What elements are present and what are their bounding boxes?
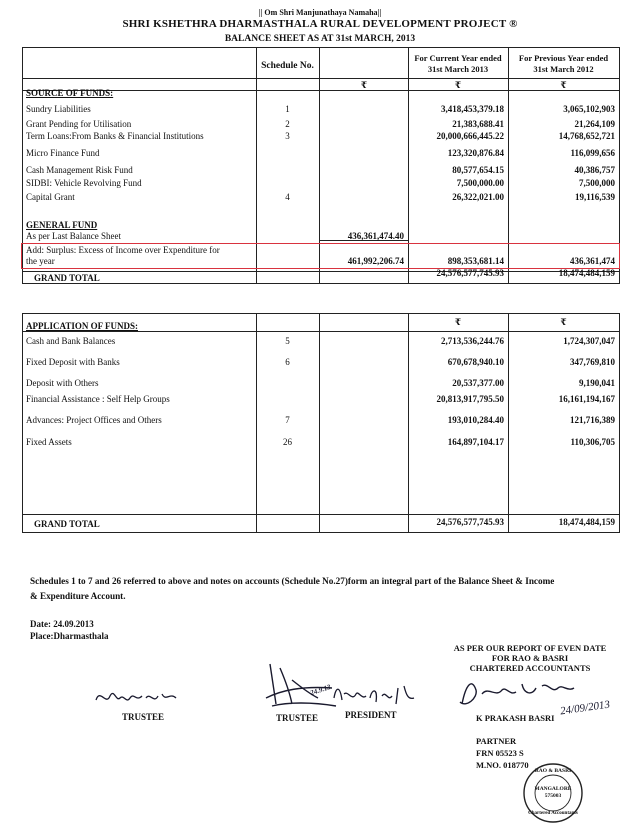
row-previous-value: 1,724,307,047 — [563, 336, 615, 346]
rupee-symbol: ₹ — [360, 80, 368, 90]
row-current-value: 193,010,284.40 — [447, 415, 504, 425]
president-label: PRESIDENT — [345, 710, 397, 720]
row-current-value: 20,000,666,445.22 — [436, 131, 504, 141]
organization-name: SHRI KSHETHRA DHARMASTHALA RURAL DEVELOPMENT PROJECT ® — [122, 18, 518, 30]
application-grand-total-label: GRAND TOTAL — [34, 519, 100, 529]
row-label: Micro Finance Fund — [26, 148, 100, 158]
row-label: Deposit with Others — [26, 378, 99, 388]
stamp-top-text: RAO & BASRI — [534, 768, 572, 774]
row-current-value: 670,678,940.10 — [447, 357, 504, 367]
row-schedule: 26 — [283, 437, 292, 447]
auditor-membership-no: M.NO. 018770 — [476, 760, 529, 770]
trustee-label: TRUSTEE — [122, 712, 165, 722]
row-current-value: 26,322,021.00 — [452, 192, 504, 202]
invocation: || Om Shri Manjunathaya Namaha|| — [258, 8, 382, 17]
place: Place:Dharmasthala — [30, 631, 109, 641]
row-label: Fixed Deposit with Banks — [26, 357, 120, 367]
row-schedule: 6 — [285, 357, 290, 367]
row-label: Term Loans:From Banks & Financial Institutions — [26, 131, 204, 141]
row-label: Financial Assistance : Self Help Groups — [26, 394, 170, 404]
surplus-previous-value: 436,361,474 — [570, 256, 615, 266]
stamp-code: 575003 — [544, 793, 562, 799]
schedule-note: Schedules 1 to 7 and 26 referred to above and notes on accounts (Schedule No.27)form an integral part of the Balance Sheet & Income — [30, 576, 555, 586]
general-fund-heading: GENERAL FUND — [26, 220, 98, 230]
trustee-2-label: TRUSTEE — [276, 713, 319, 723]
row-schedule: 7 — [285, 415, 290, 425]
row-current-value: 80,577,654.15 — [452, 165, 504, 175]
row-current-value: 164,897,104.17 — [447, 437, 504, 447]
president-signature — [330, 680, 430, 710]
row-previous-value: 110,306,705 — [570, 437, 615, 447]
row-current-value: 21,383,688.41 — [452, 119, 504, 129]
row-label: Fixed Assets — [26, 437, 72, 447]
date: Date: 24.09.2013 — [30, 619, 94, 629]
last-balance-value: 436,361,474.40 — [347, 231, 404, 241]
row-schedule: 1 — [285, 104, 290, 114]
application-grand-total-previous: 18,474,484,159 — [558, 517, 615, 527]
previous-year-header-2: 31st March 2012 — [533, 64, 594, 74]
previous-year-header-1: For Previous Year ended — [518, 53, 609, 63]
auditor-frn: FRN 05523 S — [476, 748, 524, 758]
application-of-funds-heading: APPLICATION OF FUNDS: — [26, 321, 138, 331]
row-current-value: 3,418,453,379.18 — [441, 104, 504, 114]
auditor-handwritten-date: 24/09/2013 — [559, 698, 611, 718]
page-title: BALANCE SHEET AS AT 31st MARCH, 2013 — [224, 34, 416, 44]
surplus-label: Add: Surplus: Excess of Income over Expenditure for — [26, 245, 220, 255]
row-previous-value: 9,190,041 — [579, 378, 615, 388]
auditor-firm: FOR RAO & BASRI — [491, 653, 569, 663]
row-schedule: 5 — [285, 336, 290, 346]
row-schedule: 2 — [285, 119, 290, 129]
row-current-value: 123,320,876.84 — [447, 148, 504, 158]
rupee-symbol: ₹ — [560, 317, 567, 327]
surplus-mid-value: 461,992,206.74 — [347, 256, 404, 266]
row-previous-value: 21,264,109 — [574, 119, 615, 129]
row-previous-value: 116,099,656 — [570, 148, 615, 158]
rupee-symbol: ₹ — [560, 80, 567, 90]
stamp-middle-text: MANGALORE — [534, 786, 572, 792]
row-current-value: 2,713,536,244.76 — [441, 336, 504, 346]
row-previous-value: 16,161,194,167 — [558, 394, 615, 404]
auditor-role: PARTNER — [476, 736, 517, 746]
source-grand-total-current: 24,576,577,745.93 — [436, 268, 504, 278]
source-grand-total-previous: 18,474,484,159 — [558, 268, 615, 278]
application-grand-total-current: 24,576,577,745.93 — [436, 517, 504, 527]
row-label: Sundry Liabilities — [26, 104, 91, 114]
last-balance-label: As per Last Balance Sheet — [26, 231, 121, 241]
auditor-report-line: AS PER OUR REPORT OF EVEN DATE — [453, 643, 607, 653]
current-year-header-2: 31st March 2013 — [427, 64, 489, 74]
row-label: Grant Pending for Utilisation — [26, 119, 132, 129]
row-label: Cash Management Risk Fund — [26, 165, 133, 175]
row-current-value: 7,500,000.00 — [456, 178, 504, 188]
source-grand-total-label: GRAND TOTAL — [34, 273, 100, 283]
row-schedule: 3 — [285, 131, 290, 141]
auditor-designation: CHARTERED ACCOUNTANTS — [469, 663, 591, 673]
rupee-symbol: ₹ — [454, 317, 462, 327]
source-of-funds-heading: SOURCE OF FUNDS: — [26, 88, 114, 98]
row-label: SIDBI: Vehicle Revolving Fund — [26, 178, 142, 188]
auditor-name: K PRAKASH BASRI — [476, 713, 555, 723]
row-previous-value: 14,768,652,721 — [558, 131, 615, 141]
trustee-2-date: 24.9.13 — [309, 682, 332, 698]
row-schedule: 4 — [285, 192, 290, 202]
row-label: Advances: Project Offices and Others — [26, 415, 162, 425]
row-current-value: 20,537,377.00 — [452, 378, 504, 388]
stamp-bottom-text: Chartered Accountants — [528, 811, 578, 816]
auditor-stamp — [522, 762, 584, 824]
schedule-note-cont: & Expenditure Account. — [30, 591, 126, 601]
rupee-symbol: ₹ — [454, 80, 462, 90]
row-label: Capital Grant — [26, 192, 75, 202]
row-previous-value: 347,769,810 — [570, 357, 615, 367]
surplus-label-cont: the year — [26, 256, 55, 266]
row-label: Cash and Bank Balances — [26, 336, 116, 346]
trustee-signature — [92, 682, 182, 712]
schedule-header: Schedule No. — [261, 61, 314, 71]
surplus-current-value: 898,353,681.14 — [447, 256, 504, 266]
row-previous-value: 19,116,539 — [574, 192, 615, 202]
row-current-value: 20,813,917,795.50 — [436, 394, 504, 404]
row-previous-value: 40,386,757 — [574, 165, 615, 175]
row-previous-value: 3,065,102,903 — [563, 104, 615, 114]
row-previous-value: 7,500,000 — [579, 178, 615, 188]
row-previous-value: 121,716,389 — [570, 415, 615, 425]
current-year-header-1: For Current Year ended — [414, 53, 502, 63]
